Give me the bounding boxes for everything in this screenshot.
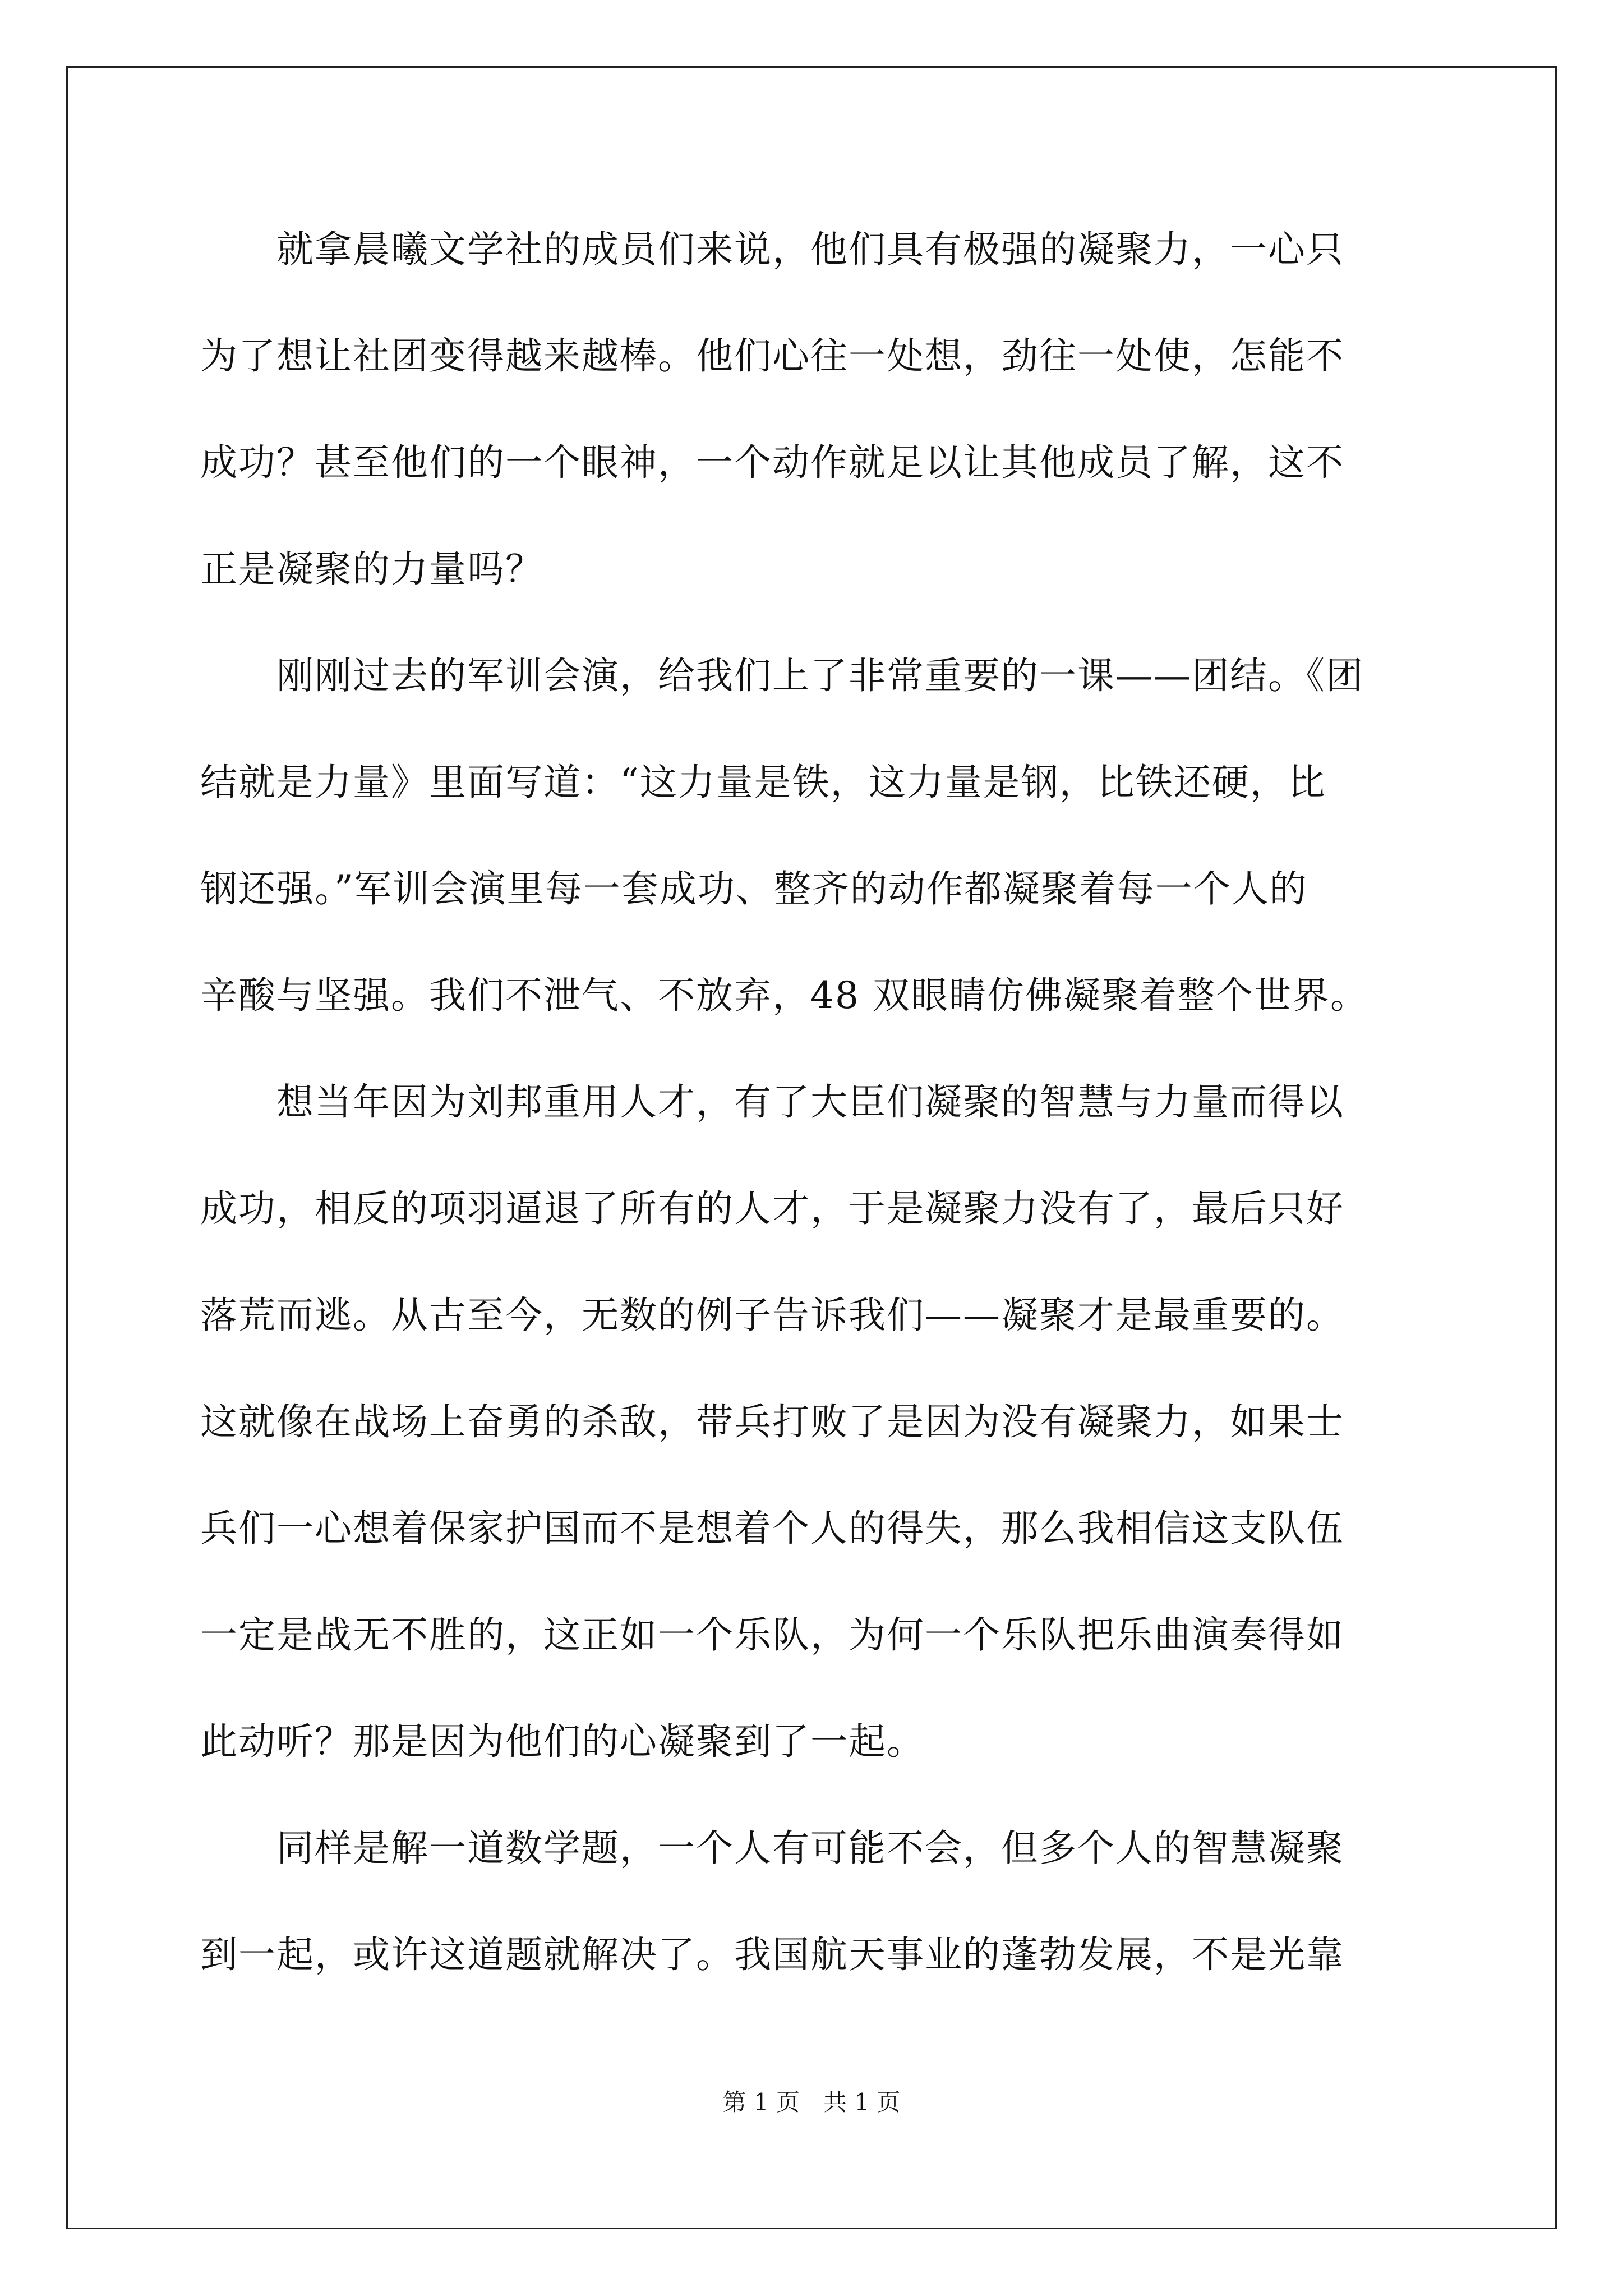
page-border xyxy=(66,66,1557,2229)
text-line: 为了想让社团变得越来越棒。他们心往一处想，劲往一处使，怎能不 xyxy=(200,334,1344,378)
text-line: 就拿晨曦文学社的成员们来说，他们具有极强的凝聚力，一心只 xyxy=(200,228,1344,271)
text-line: 成功，相反的项羽逼退了所有的人才，于是凝聚力没有了，最后只好 xyxy=(200,1187,1344,1230)
text-line: 这就像在战场上奋勇的杀敌，带兵打败了是因为没有凝聚力，如果士 xyxy=(200,1400,1344,1443)
text-line: 成功？甚至他们的一个眼神，一个动作就足以让其他成员了解，这不 xyxy=(200,441,1344,484)
page-footer: 第 1 页 共 1 页 xyxy=(722,2088,901,2116)
text-line: 此动听？那是因为他们的心凝聚到了一起。 xyxy=(200,1720,925,1763)
text-line: 想当年因为刘邦重用人才，有了大臣们凝聚的智慧与力量而得以 xyxy=(200,1080,1344,1124)
text-line: 刚刚过去的军训会演，给我们上了非常重要的一课——团结。《团 xyxy=(200,654,1364,697)
text-line: 正是凝聚的力量吗？ xyxy=(200,547,543,591)
text-line: 辛酸与坚强。我们不泄气、不放弃，48 双眼睛仿佛凝聚着整个世界。 xyxy=(200,974,1368,1017)
text-line: 一定是战无不胜的，这正如一个乐队，为何一个乐队把乐曲演奏得如 xyxy=(200,1613,1344,1657)
text-line: 结就是力量》里面写道：“这力量是铁，这力量是钢，比铁还硬，比 xyxy=(200,761,1326,804)
text-line: 到一起，或许这道题就解决了。我国航天事业的蓬勃发展，不是光靠 xyxy=(200,1933,1344,1976)
text-line: 落荒而逃。从古至今，无数的例子告诉我们——凝聚才是最重要的。 xyxy=(200,1294,1344,1337)
text-line: 钢还强。”军训会演里每一套成功、整齐的动作都凝聚着每一个人的 xyxy=(200,867,1308,910)
text-line: 兵们一心想着保家护国而不是想着个人的得失，那么我相信这支队伍 xyxy=(200,1507,1344,1550)
text-line: 同样是解一道数学题，一个人有可能不会，但多个人的智慧凝聚 xyxy=(200,1826,1344,1870)
